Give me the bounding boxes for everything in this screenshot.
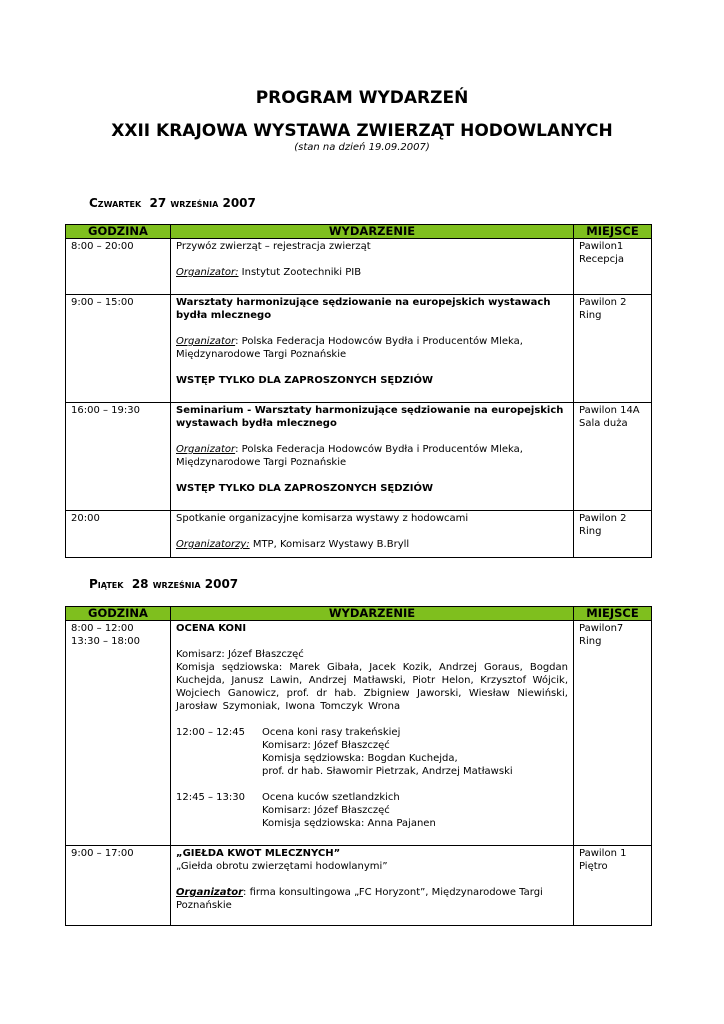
time-cell: 20:00 xyxy=(66,511,171,558)
organizer-label: Organizator: xyxy=(176,267,239,278)
organizer xyxy=(176,886,568,912)
table-row xyxy=(66,403,652,511)
time-line: 8:00 – 12:00 xyxy=(71,623,134,634)
event-cell xyxy=(171,511,574,558)
event-cell xyxy=(171,403,574,511)
exhibition-title: XXII KRAJOWA WYSTAWA ZWIERZĄT HODOWLANYCH xyxy=(111,121,613,141)
organizer-name: MTP, Komisarz Wystawy B.Bryll xyxy=(249,539,410,550)
day-name: Czwartek xyxy=(89,196,142,210)
organizer xyxy=(176,335,568,361)
event-title: Seminarium - Warsztaty harmonizujące sędziowanie na europejskich wystawach bydła mlecznego xyxy=(176,405,564,429)
event-title: OCENA KONI xyxy=(176,623,247,634)
event-title: „GIEŁDA KWOT MLECZNYCH” xyxy=(176,848,341,859)
header-event: WYDARZENIE xyxy=(171,225,574,239)
sub-session-jury: prof. dr hab. Sławomir Pietrzak, Andrzej Matławski xyxy=(262,766,513,777)
header-time: GODZINA xyxy=(66,225,171,239)
status-date: (stan na dzień 19.09.2007) xyxy=(294,142,430,153)
organizer-name: : Polska Federacja Hodowców Bydła i Producentów Mleka, Międzynarodowe Targi Poznańskie xyxy=(176,336,523,360)
place-line: Pawilon 14A xyxy=(579,405,640,416)
organizer xyxy=(176,538,568,551)
table-row xyxy=(66,511,652,558)
time-cell: 16:00 – 19:30 xyxy=(66,403,171,511)
sub-session-title: Ocena koni rasy trakeńskiej xyxy=(262,727,401,738)
sub-session xyxy=(176,726,568,778)
place-line: Pawilon7 xyxy=(579,623,624,634)
time-cell: 9:00 – 15:00 xyxy=(66,295,171,403)
sub-session-title: Ocena kuców szetlandzkich xyxy=(262,792,400,803)
event-title: Przywóz zwierząt – rejestracja zwierząt xyxy=(176,241,371,252)
day-date: 27 września 2007 xyxy=(149,196,256,210)
organizer-label: Organizator xyxy=(176,444,236,455)
table-row xyxy=(66,621,652,846)
event-title: Warsztaty harmonizujące sędziowanie na europejskich wystawach bydła mlecznego xyxy=(176,297,551,321)
event-cell xyxy=(171,239,574,295)
table-header xyxy=(66,225,652,239)
sub-session-jury: Komisja sędziowska: Bogdan Kuchejda, xyxy=(262,753,458,764)
time-line: 13:30 – 18:00 xyxy=(71,636,140,647)
event-subtitle: „Giełda obrotu zwierzętami hodowlanymi” xyxy=(176,861,388,872)
place-line: Sala duża xyxy=(579,418,628,429)
place-cell xyxy=(574,239,652,295)
place-line: Ring xyxy=(579,636,602,647)
organizer xyxy=(176,443,568,469)
header-place: MIEJSCE xyxy=(574,607,652,621)
organizer-name: : firma konsultingowa „FC Horyzont”, Międzynarodowe Targi Poznańskie xyxy=(176,887,543,911)
place-cell xyxy=(574,846,652,926)
place-line: Pawilon1 xyxy=(579,241,624,252)
table-row xyxy=(66,846,652,926)
place-cell xyxy=(574,295,652,403)
schedule-table-thursday xyxy=(65,224,652,558)
jury: Komisja sędziowska: Marek Gibała, Jacek Kozik, Andrzej Goraus, Bogdan Kuchejda, Janusz Lawin, Andrzej Matławski, Piotr Helon, Krzysztof Wójcik, Wojciech Ganowicz, prof. dr hab. Zbigniew Jaworski, Wiesław Niewiński, Jarosław Szymoniak, Iwona Tomczyk Wrona xyxy=(176,662,568,712)
table-row xyxy=(66,295,652,403)
organizer-label: Organizator xyxy=(176,336,236,347)
invitation-note: WSTĘP TYLKO DLA ZAPROSZONYCH SĘDZIÓW xyxy=(176,483,434,494)
sub-session-commissioner: Komisarz: Józef Błaszczęć xyxy=(262,740,390,751)
sub-session xyxy=(176,791,568,830)
day-heading-thursday xyxy=(89,196,256,210)
place-line: Ring xyxy=(579,526,602,537)
event-cell xyxy=(171,295,574,403)
time-cell: 8:00 – 20:00 xyxy=(66,239,171,295)
place-cell xyxy=(574,511,652,558)
time-cell: 9:00 – 17:00 xyxy=(66,846,171,926)
header-time: GODZINA xyxy=(66,607,171,621)
sub-session-time: 12:45 – 13:30 xyxy=(176,792,245,803)
organizer-name: : Polska Federacja Hodowców Bydła i Producentów Mleka, Międzynarodowe Targi Poznańskie xyxy=(176,444,523,468)
table-header xyxy=(66,607,652,621)
table-row xyxy=(66,239,652,295)
header-place: MIEJSCE xyxy=(574,225,652,239)
organizer-name: Instytut Zootechniki PIB xyxy=(238,267,362,278)
place-line: Ring xyxy=(579,310,602,321)
place-line: Piętro xyxy=(579,861,608,872)
page-title: PROGRAM WYDARZEŃ xyxy=(255,88,469,108)
time-cell xyxy=(66,621,171,846)
schedule-table-friday xyxy=(65,606,652,926)
commissioner: Komisarz: Józef Błaszczęć xyxy=(176,649,304,660)
day-heading-friday xyxy=(89,577,238,591)
event-title: Spotkanie organizacyjne komisarza wystawy z hodowcami xyxy=(176,513,469,524)
organizer-label: Organizatorzy: xyxy=(176,539,250,550)
day-name: Piątek xyxy=(89,577,124,591)
organizer xyxy=(176,266,568,279)
event-cell xyxy=(171,621,574,846)
event-cell xyxy=(171,846,574,926)
place-line: Pawilon 2 xyxy=(579,297,627,308)
organizer-label: Organizator xyxy=(176,887,244,898)
sub-session-time: 12:00 – 12:45 xyxy=(176,727,245,738)
invitation-note: WSTĘP TYLKO DLA ZAPROSZONYCH SĘDZIÓW xyxy=(176,375,434,386)
header-event: WYDARZENIE xyxy=(171,607,574,621)
place-cell xyxy=(574,403,652,511)
place-line: Pawilon 2 xyxy=(579,513,627,524)
place-cell xyxy=(574,621,652,846)
day-date: 28 września 2007 xyxy=(131,577,239,591)
sub-session-jury: Komisja sędziowska: Anna Pajanen xyxy=(262,818,436,829)
place-line: Pawilon 1 xyxy=(579,848,627,859)
sub-session-commissioner: Komisarz: Józef Błaszczęć xyxy=(262,805,390,816)
place-line: Recepcja xyxy=(579,254,625,265)
